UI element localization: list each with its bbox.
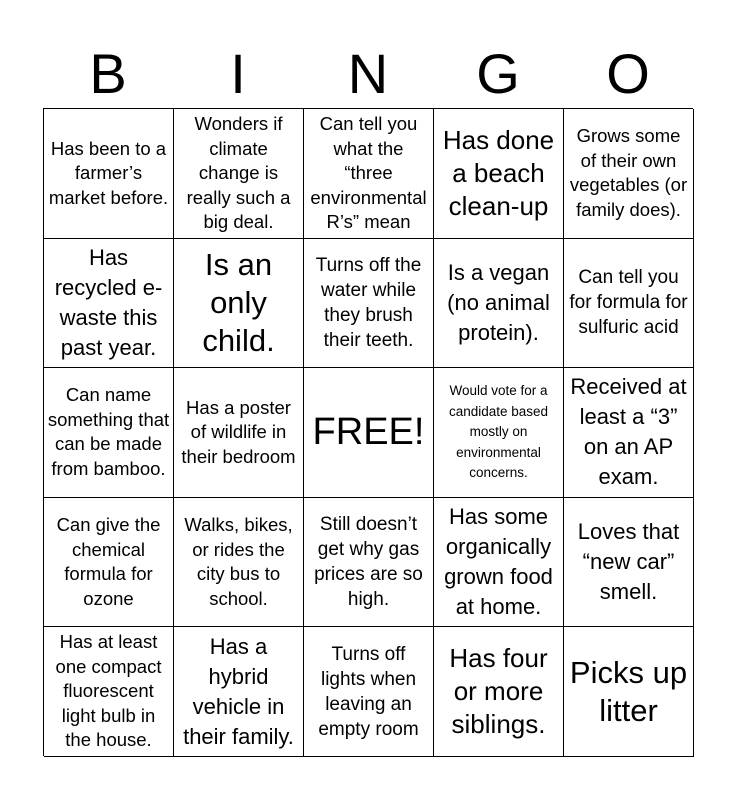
cell-text: Has done a beach clean-up xyxy=(442,124,555,221)
cell-text: Has a hybrid vehicle in their family. xyxy=(183,633,294,749)
header-letter-n: N xyxy=(347,42,389,105)
cell-text: Has at least one compact fluorescent light bulb in the house. xyxy=(55,631,162,751)
bingo-cell-r5c2[interactable] xyxy=(174,627,304,757)
cell-text: Can name something that can be made from bamboo. xyxy=(47,384,170,479)
bingo-cell-r2c5[interactable] xyxy=(564,239,694,369)
bingo-cell-r4c4[interactable] xyxy=(434,498,564,628)
bingo-cell-r1c3[interactable] xyxy=(304,109,434,239)
header-letter-b: B xyxy=(89,42,127,105)
cell-text: Grows some of their own vegetables (or family does). xyxy=(569,125,688,220)
cell-text: Has some organically grown food at home. xyxy=(444,504,553,620)
cell-text: Loves that “new car” smell. xyxy=(577,519,680,605)
bingo-cell-r5c3[interactable] xyxy=(304,627,434,757)
bingo-cell-r3c1[interactable] xyxy=(44,368,174,498)
bingo-cell-r2c1[interactable] xyxy=(44,239,174,369)
cell-text: Would vote for a candidate based mostly on environmental concerns. xyxy=(448,383,549,481)
cell-text: Turns off the water while they brush their teeth. xyxy=(315,254,422,351)
cell-text: Received at least a “3” on an AP exam. xyxy=(570,374,687,490)
bingo-cell-r3c4[interactable] xyxy=(434,368,564,498)
cell-text: Can give the chemical formula for ozone xyxy=(56,514,161,609)
bingo-cell-r4c2[interactable] xyxy=(174,498,304,628)
bingo-cell-r1c2[interactable] xyxy=(174,109,304,239)
bingo-cell-r3c2[interactable] xyxy=(174,368,304,498)
bingo-header xyxy=(43,40,693,108)
bingo-cell-r4c3[interactable] xyxy=(304,498,434,628)
free-space-text: FREE! xyxy=(312,411,425,454)
cell-text: Is a vegan (no animal protein). xyxy=(447,259,550,345)
bingo-cell-r5c4[interactable] xyxy=(434,627,564,757)
cell-text: Can tell you what the “three environmental R’s” mean xyxy=(310,113,427,233)
bingo-cell-r5c1[interactable] xyxy=(44,627,174,757)
cell-text: Has recycled e-waste this past year. xyxy=(54,244,163,360)
bingo-cell-r2c3[interactable] xyxy=(304,239,434,369)
header-letter-i: I xyxy=(230,42,246,105)
cell-text: Has a poster of wildlife in their bedroom xyxy=(181,396,296,467)
bingo-cell-r2c4[interactable] xyxy=(434,239,564,369)
cell-text: Has been to a farmer’s market before. xyxy=(48,137,169,208)
cell-text: Is an only child. xyxy=(202,246,275,358)
cell-text: Picks up litter xyxy=(569,654,688,728)
bingo-cell-free[interactable] xyxy=(304,368,434,498)
bingo-cell-r4c5[interactable] xyxy=(564,498,694,628)
bingo-cell-r1c4[interactable] xyxy=(434,109,564,239)
cell-text: Can tell you for formula for sulfuric acid xyxy=(569,267,688,339)
cell-text: Turns off lights when leaving an empty room xyxy=(318,643,419,740)
cell-text: Still doesn’t get why gas prices are so high. xyxy=(314,514,423,611)
bingo-cell-r1c1[interactable] xyxy=(44,109,174,239)
cell-text: Walks, bikes, or rides the city bus to school. xyxy=(184,514,293,609)
header-letter-o: O xyxy=(606,42,650,105)
header-letter-g: G xyxy=(476,42,520,105)
bingo-cell-r5c5[interactable] xyxy=(564,627,694,757)
cell-text: Has four or more siblings. xyxy=(449,643,548,740)
bingo-cell-r2c2[interactable] xyxy=(174,239,304,369)
bingo-cell-r3c5[interactable] xyxy=(564,368,694,498)
bingo-grid xyxy=(43,108,693,756)
bingo-cell-r4c1[interactable] xyxy=(44,498,174,628)
bingo-cell-r1c5[interactable] xyxy=(564,109,694,239)
cell-text: Wonders if climate change is really such a big deal. xyxy=(186,113,291,233)
